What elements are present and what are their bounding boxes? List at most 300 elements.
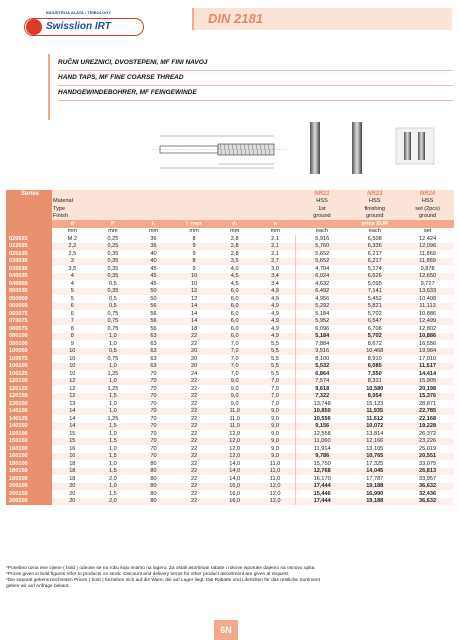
table-row	[6, 498, 454, 506]
unit-label: mm	[67, 228, 77, 235]
dimension-cell: 0,5	[109, 280, 117, 287]
table-row	[6, 378, 454, 386]
dimension-cell: 22	[174, 498, 215, 506]
article-code: 130100	[6, 400, 52, 408]
price-cell: 23,226	[401, 438, 454, 446]
dimension-cell: 22	[174, 423, 215, 431]
dimension-cell: 4,9	[255, 333, 296, 341]
footnote-serbian: *Posebno ozna ene cijene ( bold ) odnose se na robu koju imamo na lageru. Za ostali asortiman rabate i rokove isporuke dajemo na osnovu upita.	[6, 566, 316, 571]
dimension-cell: 12,0	[269, 490, 281, 497]
dimension-cell: 45	[150, 265, 157, 272]
spec-value: finishing	[348, 205, 401, 213]
symbol-row	[6, 220, 454, 228]
price-cell: 7,141	[348, 288, 401, 296]
title-divider	[58, 85, 453, 86]
dimension-cell: 2,8	[214, 243, 255, 251]
dimension-cell: 5,5	[255, 348, 296, 356]
price-cell: 5,652	[296, 250, 349, 258]
table-row	[6, 310, 454, 318]
dimension-cell: 14,0	[229, 475, 241, 482]
dimension-cell: 12	[52, 393, 93, 401]
dimension-cell: 0,5	[109, 295, 117, 302]
dimension-cell: 15	[52, 438, 93, 446]
dimension-cell: 2,8	[230, 235, 239, 242]
dimension-cell: 3	[52, 258, 93, 266]
dimension-cell: 1,5	[109, 490, 117, 497]
table-row	[6, 423, 454, 431]
price-cell: 10,408	[419, 295, 437, 302]
dimension-cell: 22	[190, 400, 198, 407]
dimension-cell: 3,5	[68, 265, 77, 272]
price-cell: 9,727	[420, 280, 435, 287]
dimension-cell: 1,5	[93, 468, 134, 476]
dimension-cell: 20	[69, 490, 76, 497]
price-cell: 28,871	[419, 400, 437, 407]
price-cell: 6,508	[367, 235, 382, 242]
table-row	[6, 325, 454, 333]
dimension-cell: 10	[52, 348, 93, 356]
dimension-cell: 80	[150, 460, 157, 467]
price-cell: 14,414	[419, 370, 437, 377]
dimension-cell: 2,0	[93, 498, 134, 506]
dimension-cell: 12,0	[229, 445, 241, 452]
table-row	[6, 430, 454, 438]
price-cell: 7,550	[367, 370, 382, 377]
table-row	[6, 243, 454, 251]
dimension-cell: 12,0	[214, 438, 255, 446]
dimension-cell: 3,4	[255, 273, 296, 281]
price-cell: 12,424	[419, 235, 437, 242]
spec-code	[6, 198, 52, 206]
unit-label: mm	[148, 228, 159, 235]
table-row	[6, 318, 454, 326]
dimension-cell: 70	[150, 445, 157, 452]
dimension-cell: 18	[52, 468, 93, 476]
price-cell: 6,706	[367, 325, 382, 332]
dimension-cell: 10	[69, 355, 76, 362]
dimension-cell: 70	[133, 453, 174, 461]
price-cell: 10,072	[348, 423, 401, 431]
header-blank	[52, 190, 93, 198]
price-cell: 12,166	[348, 438, 401, 446]
dimension-cell: 50	[133, 288, 174, 296]
table-row	[6, 250, 454, 258]
dimension-cell: 0,75	[107, 310, 119, 317]
footnote-german-cont: geben wir auf Anfrage bekant.	[6, 584, 70, 589]
din-title: DIN 2181	[208, 11, 263, 26]
dimension-cell: 14,0	[214, 468, 255, 476]
units-row	[6, 228, 454, 236]
dimension-cell: 40	[133, 258, 174, 266]
article-code: 120150	[6, 393, 52, 401]
article-code: 090100	[6, 340, 52, 348]
price-cell: 10,886	[419, 310, 437, 317]
article-code: 140150	[6, 423, 52, 431]
price-cell: 22,168	[419, 415, 437, 422]
table-row	[6, 340, 454, 348]
din-banner	[192, 8, 452, 30]
article-code: 100100	[6, 363, 52, 371]
dimension-cell: 6,0	[214, 303, 255, 311]
unit-label: mm	[270, 228, 280, 235]
dimension-cell: 1,0	[93, 483, 134, 491]
table-row	[6, 393, 454, 401]
spec-value: HSS	[296, 198, 349, 206]
dimension-cell: 4,9	[255, 288, 296, 296]
article-code: 035035	[6, 265, 52, 273]
price-cell: 36,632	[401, 483, 454, 491]
dimension-cell: 9	[174, 243, 215, 251]
dimension-cell: 6,0	[230, 325, 239, 332]
price-cell: 13,633	[401, 288, 454, 296]
table-row	[6, 333, 454, 341]
dimension-cell: 4,5	[230, 280, 239, 287]
dimension-cell: 70	[133, 378, 174, 386]
price-cell: 11,060	[296, 438, 349, 446]
dimension-cell: 22	[174, 468, 215, 476]
article-code: 050035	[6, 288, 52, 296]
dimension-cell: M 2	[67, 235, 77, 242]
dimension-cell: 70	[133, 408, 174, 416]
article-code: 100050	[6, 348, 52, 356]
dimension-cell: 6,0	[230, 295, 239, 302]
price-cell: 5,184	[296, 310, 349, 318]
dimension-cell: 56	[133, 303, 174, 311]
dimension-cell: 1,0	[93, 333, 134, 341]
price-cell: 16,170	[296, 475, 349, 483]
dimension-cell: 70	[150, 370, 157, 377]
price-cell: 9,786	[296, 453, 349, 461]
dimension-cell: 22	[190, 490, 198, 497]
table-row	[6, 363, 454, 371]
price-cell: 10,556	[296, 415, 349, 423]
article-code: 120100	[6, 378, 52, 386]
dimension-cell: 1,0	[93, 408, 134, 416]
table-row	[6, 235, 454, 243]
price-cell: 5,184	[296, 333, 349, 341]
article-code: 080100	[6, 333, 52, 341]
dimension-cell: 22	[174, 453, 215, 461]
dimension-cell: 7,0	[271, 400, 279, 407]
price-cell: 9,156	[296, 423, 349, 431]
dimension-cell: 11,0	[269, 460, 281, 467]
price-cell: 5,452	[367, 295, 382, 302]
dimension-cell: 24	[190, 370, 198, 377]
dimension-cell: 12,0	[214, 453, 255, 461]
article-code: 200100	[6, 483, 52, 491]
price-cell: 12,096	[401, 243, 454, 251]
dimension-cell: 14	[190, 310, 198, 317]
spec-label: Finish	[52, 213, 296, 221]
price-cell: 11,113	[401, 303, 454, 311]
price-cell: 36,632	[401, 498, 454, 506]
price-cell: 8,100	[296, 355, 349, 363]
dimension-cell: 16,0	[214, 498, 255, 506]
price-cell: 11,869	[401, 258, 454, 266]
dimension-cell: 2,2	[52, 243, 93, 251]
price-cell: 5,532	[296, 363, 349, 371]
price-cell: 16,556	[419, 340, 437, 347]
dimension-cell: 14	[174, 318, 215, 326]
article-code: 180100	[6, 460, 52, 468]
symbol-label: d₁	[214, 220, 255, 228]
dimension-cell: 12,0	[255, 483, 296, 491]
dimension-cell: 9,0	[214, 393, 255, 401]
spec-value: HSS	[348, 198, 401, 206]
spec-value: 1st	[296, 205, 349, 213]
price-cell: 6,864	[296, 370, 349, 378]
dimension-cell: 9	[192, 250, 196, 257]
spec-row	[6, 198, 454, 206]
dimension-cell: 15	[69, 430, 76, 437]
dimension-cell: 7,0	[271, 385, 279, 392]
price-cell: 11,914	[296, 445, 349, 453]
dimension-cell: 16,0	[214, 483, 255, 491]
dimension-cell: 9,0	[255, 423, 296, 431]
article-code: 160100	[6, 445, 52, 453]
dimension-cell: 16,0	[229, 490, 241, 497]
price-cell: 13,748	[296, 400, 349, 408]
article-code: 140100	[6, 408, 52, 416]
price-cell: 15,376	[401, 393, 454, 401]
dimension-cell: 8	[174, 258, 215, 266]
dimension-cell: 12,0	[255, 498, 296, 506]
article-code: 160150	[6, 453, 52, 461]
series-code: NR24	[401, 190, 454, 198]
dimension-cell: 10	[190, 280, 198, 287]
dimension-cell: 22	[174, 408, 215, 416]
dimension-cell: 0,75	[107, 325, 119, 332]
dimension-cell: 5	[52, 288, 93, 296]
price-cell: 17,444	[296, 483, 349, 491]
dimension-cell: 14	[52, 408, 93, 416]
table-row	[6, 288, 454, 296]
symbol-label: P	[93, 220, 134, 228]
dimension-cell: 20	[174, 363, 215, 371]
dimension-cell: 4,9	[271, 295, 279, 302]
dimension-cell: 2,1	[271, 250, 279, 257]
article-code: 060075	[6, 310, 52, 318]
dimension-cell: 45	[150, 280, 157, 287]
price-cell: 19,188	[348, 498, 401, 506]
price-cell: 11,617	[401, 363, 454, 371]
series-header-row	[6, 190, 454, 198]
price-cell: 13,105	[366, 445, 384, 452]
dimension-cell: 14	[52, 423, 93, 431]
swisslion-logo	[16, 8, 146, 38]
table-row	[6, 460, 454, 468]
price-cell: 7,574	[296, 378, 349, 386]
price-cell: 12,558	[296, 430, 349, 438]
unit-label: each	[368, 228, 381, 235]
article-code: 200150	[6, 490, 52, 498]
article-code: 100125	[6, 370, 52, 378]
price-cell: 8,331	[348, 378, 401, 386]
dimension-cell: 6,0	[214, 288, 255, 296]
price-cell: 7,322	[296, 393, 349, 401]
dimension-cell: 70	[150, 400, 157, 407]
dimension-cell: 5,5	[271, 370, 279, 377]
price-cell: 5,702	[367, 310, 382, 317]
table-row	[6, 348, 454, 356]
symbol-label: l₁	[133, 220, 174, 228]
price-cell: 12,650	[401, 273, 454, 281]
dimension-cell: 11,0	[229, 415, 240, 422]
dimension-cell: 6,0	[214, 333, 255, 341]
price-cell: 15,446	[296, 490, 349, 498]
symbol-code	[6, 220, 52, 228]
dimension-cell: 7,0	[255, 378, 296, 386]
unit-label: each	[315, 228, 329, 235]
price-cell: 22,785	[401, 408, 454, 416]
title-german: HANDGEWINDEBOHRER, MF FEINGEWINDE	[58, 89, 197, 96]
dimension-cell: 63	[150, 355, 157, 362]
dimension-cell: 8	[192, 235, 196, 242]
price-cell: 26,813	[401, 468, 454, 476]
article-code: 080075	[6, 325, 52, 333]
dimension-cell: 11,0	[214, 423, 255, 431]
unit-label: mm	[230, 228, 240, 235]
logo-name: Swisslion IRT	[46, 21, 111, 32]
spec-label: Type	[52, 205, 296, 213]
dimension-cell: 4	[52, 273, 93, 281]
dimension-cell: 18	[190, 325, 198, 332]
article-code: 180200	[6, 475, 52, 483]
dimension-cell: 22	[174, 393, 215, 401]
unit-label: set	[423, 228, 432, 235]
dimension-cell: 7,0	[230, 355, 239, 362]
price-cell: 14,045	[348, 468, 401, 476]
article-code: 040035	[6, 273, 52, 281]
price-cell: 10,580	[366, 385, 384, 392]
price-cell: 6,024	[296, 273, 349, 281]
price-cell: 9,878	[420, 265, 435, 272]
dimension-cell: 2,1	[255, 243, 296, 251]
dimension-cell: 14	[69, 415, 76, 422]
price-cell: 5,760	[296, 243, 349, 251]
dimension-cell: 22	[190, 340, 198, 347]
units-code	[6, 228, 52, 236]
dimension-cell: 80	[133, 468, 174, 476]
article-code: 180150	[6, 468, 52, 476]
dimension-cell: 70	[150, 415, 157, 422]
dimension-cell: 20	[190, 355, 198, 362]
dimension-cell: 7,0	[230, 370, 239, 377]
page-number: 6N	[214, 620, 238, 640]
footnote-german: *Die separat gekennzeichneten Prices ( bold ) beziehen sich auf die Ware, die auf Lager liegt. Die Rabatte und Lifertziten für das restliche Sortiment	[6, 578, 320, 583]
price-cell: 5,821	[348, 303, 401, 311]
price-cell: 11,869	[419, 250, 436, 257]
table-row	[6, 370, 454, 378]
dimension-cell: 5,5	[271, 355, 279, 362]
dimension-cell: 12	[174, 288, 215, 296]
dimension-cell: 36	[133, 243, 174, 251]
dimension-cell: 8	[70, 325, 74, 332]
dimension-cell: 2,5	[68, 250, 77, 257]
table-row	[6, 415, 454, 423]
price-cell: 19,188	[348, 483, 401, 491]
dimension-cell: 1,5	[93, 453, 134, 461]
dimension-cell: 80	[150, 475, 157, 482]
series-label: Series	[6, 190, 52, 198]
price-cell: 33,957	[419, 475, 437, 482]
dimension-cell: 45	[133, 273, 174, 281]
tap-technical-drawing	[150, 128, 290, 174]
table-row	[6, 303, 454, 311]
price-cell: 4,956	[296, 295, 349, 303]
price-cell: 6,547	[348, 318, 401, 326]
dimension-cell: 10	[69, 370, 76, 377]
dimension-cell: 0,35	[93, 258, 134, 266]
dimension-cell: 12	[190, 295, 198, 302]
dimension-cell: 22	[190, 415, 198, 422]
price-cell: 8,910	[367, 355, 382, 362]
title-block	[48, 54, 452, 120]
dimension-cell: 3,4	[271, 280, 279, 287]
dimension-cell: 3,0	[271, 265, 279, 272]
dimension-cell: 9,0	[255, 408, 296, 416]
price-cell: 12,499	[401, 318, 454, 326]
spec-row	[6, 205, 454, 213]
price-cell: 6,336	[348, 243, 401, 251]
table-row	[6, 258, 454, 266]
title-english: HAND TAPS, MF FINE COARSE THREAD	[58, 74, 184, 81]
price-cell: 12,802	[419, 325, 437, 332]
dimension-cell: 9,0	[255, 438, 296, 446]
spec-value: HSS	[401, 198, 454, 206]
price-cell: 17,325	[366, 460, 384, 467]
price-cell: 17,444	[296, 498, 349, 506]
dimension-cell: 7,0	[214, 363, 255, 371]
dimension-cell: 56	[133, 318, 174, 326]
article-code: 150100	[6, 430, 52, 438]
dimension-cell: 7,0	[255, 393, 296, 401]
dimension-cell: 0,35	[107, 250, 119, 257]
table-row	[6, 408, 454, 416]
dimension-cell: 6	[52, 303, 93, 311]
dimension-cell: 18	[69, 475, 76, 482]
price-cell: 5,292	[296, 303, 349, 311]
dimension-cell: 1,0	[109, 430, 117, 437]
price-cell: 8,672	[367, 340, 382, 347]
spec-value: ground	[348, 213, 401, 221]
article-code: 100075	[6, 355, 52, 363]
dimension-cell: 1,25	[107, 385, 119, 392]
price-cell: 6,626	[348, 273, 401, 281]
dimension-cell: 1,5	[93, 438, 134, 446]
dimension-cell: 3,5	[214, 258, 255, 266]
price-cell: 19,984	[401, 348, 454, 356]
dimension-cell: 0,5	[93, 348, 134, 356]
dimension-cell: 56	[150, 310, 157, 317]
spec-value: ground	[296, 213, 349, 221]
dimension-cell: 4,0	[230, 265, 239, 272]
price-table	[6, 190, 454, 505]
dimension-cell: 8	[52, 333, 93, 341]
dimension-cell: 13	[69, 400, 76, 407]
dimension-cell: 80	[133, 483, 174, 491]
dimension-cell: 63	[133, 333, 174, 341]
price-cell: 15,123	[366, 400, 384, 407]
dimension-cell: 80	[150, 490, 157, 497]
dimension-cell: 12	[52, 378, 93, 386]
article-code: 150150	[6, 438, 52, 446]
dimension-cell: 1,0	[109, 340, 117, 347]
title-divider	[58, 100, 453, 101]
dimension-cell: 4,5	[214, 273, 255, 281]
logo-emblem-icon	[26, 19, 42, 35]
dimension-cell: 0,75	[107, 355, 119, 362]
